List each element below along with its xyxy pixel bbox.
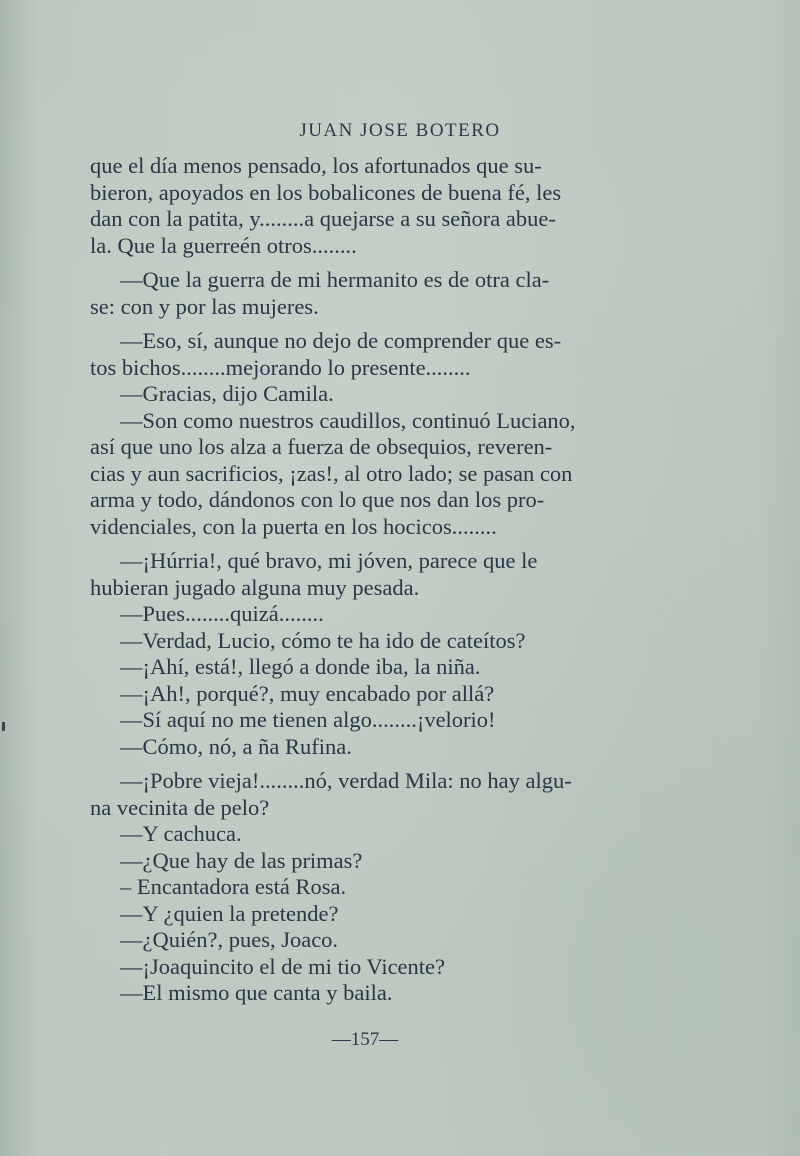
text-line: —¿Que hay de las primas? [120,847,363,873]
text-line: —Cómo, nó, a ña Rufina. [120,733,352,759]
text-line: —¡Pobre vieja!........nó, verdad Mila: no hay algu- [120,768,572,793]
text-line: —Son como nuestros caudillos, continuó Luciano, [120,407,576,433]
text-line: videnciales, con la puerta en los hocicos........ [90,513,497,539]
text-line: así que uno los alza a fuerza de obsequios, reveren- [90,434,553,459]
text-line: que el día menos pensado, los afortunados que su- [90,153,542,178]
paragraph [90,548,650,601]
text-line: —Eso, sí, aunque no dejo de comprender que es- [120,328,562,353]
paragraph [90,980,650,1007]
text-line: —Verdad, Lucio, cómo te ha ido de cateítos? [120,627,526,653]
paragraph [90,654,650,681]
paragraph [90,768,650,821]
text-line: tos bichos........mejorando lo presente........ [90,354,471,380]
paragraph [90,734,650,761]
text-line: —Pues........quizá........ [120,601,324,626]
page-number: —157— [331,1029,399,1050]
text-line: —Sí aquí no me tienen algo........¡velorio! [120,707,496,732]
paragraph [90,153,650,259]
ink-speck [2,722,5,731]
paragraph [90,267,650,320]
paragraph [90,848,650,875]
paragraph [90,874,650,901]
text-line: bieron, apoyados en los bobalicones de buena fé, les [90,179,562,205]
text-line: —Que la guerra de mi hermanito es de otra cla- [120,267,550,292]
text-line: se: con y por las mujeres. [90,293,319,319]
text-line: —¡Joaquincito el de mi tio Vicente? [120,953,446,979]
text-line: arma y todo, dándonos con lo que nos dan los pro- [90,487,545,512]
text-line: la. Que la guerreén otros........ [90,232,357,258]
paragraph [90,681,650,708]
paragraph [90,821,650,848]
body-text [90,153,650,1007]
paragraph [90,628,650,655]
paragraph [90,328,650,381]
text-line: —Gracias, dijo Camila. [120,381,334,406]
paragraph [90,901,650,928]
text-line: —Y cachuca. [120,821,242,846]
paragraph [90,408,650,541]
paragraph [90,954,650,981]
text-line: —Y ¿quien la pretende? [120,900,339,926]
text-line: —¡Ah!, porqué?, muy encabado por allá? [120,680,495,706]
text-line: —El mismo que canta y baila. [120,980,393,1005]
text-line: – Encantadora está Rosa. [120,874,347,899]
running-head: JUAN JOSE BOTERO [299,120,501,141]
text-line: hubieran jugado alguna muy pesada. [90,574,420,600]
text-line: dan con la patita, y........a quejarse a su señora abue- [90,206,556,231]
paragraph [90,381,650,408]
text-line: —¡Ahí, está!, llegó a donde iba, la niña. [120,654,481,679]
text-line: cias y aun sacrificios, ¡zas!, al otro lado; se pasan con [90,460,573,486]
paragraph [90,707,650,734]
text-line: —¿Quién?, pues, Joaco. [120,927,339,952]
paragraph [90,601,650,628]
text-line: —¡Húrria!, qué bravo, mi jóven, parece que le [120,548,538,573]
paragraph [90,927,650,954]
text-line: na vecinita de pelo? [90,794,270,820]
